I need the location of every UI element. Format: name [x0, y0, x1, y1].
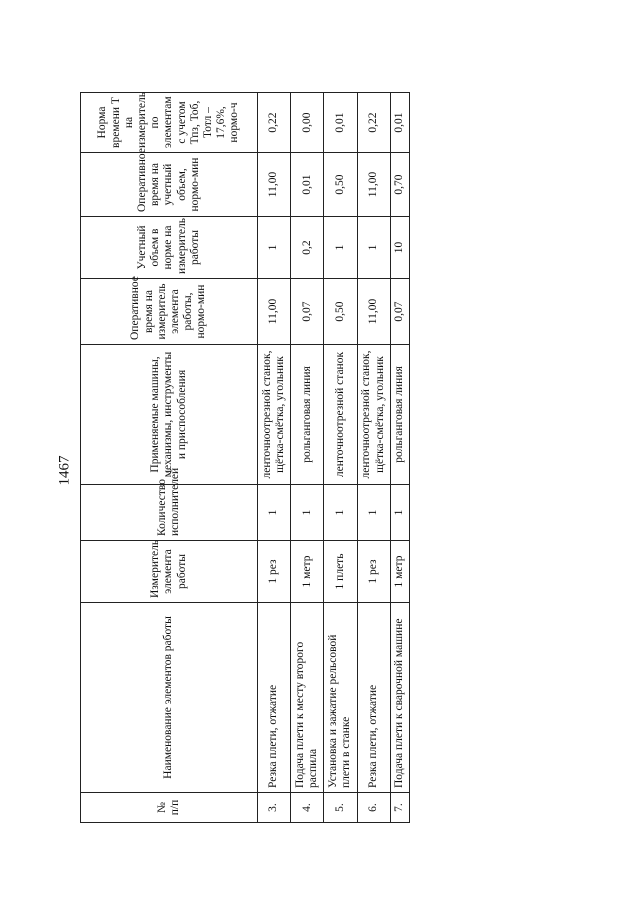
table-row [291, 93, 324, 823]
operative-time: 11,00 [357, 279, 390, 345]
equipment: ленточноотрезной станок [324, 345, 357, 485]
operative-time: 0,07 [291, 279, 324, 345]
row-number: 4. [291, 793, 324, 823]
workers: 1 [291, 485, 324, 541]
equipment: рольганговая линия [291, 345, 324, 485]
unit: 1 рез [258, 541, 291, 603]
workers: 1 [258, 485, 291, 541]
work-element: Резка плети, отжатие [258, 603, 291, 793]
header-time-norm: Норма времени Т на измеритель по элементам с учетом Тпз, Тоб, Тотл – 17,6%, нормо-ч [81, 93, 258, 153]
time-norm: 0,22 [357, 93, 390, 153]
page-number: 1467 [56, 455, 73, 486]
work-element: Установка и зажатие рельсовой плети в станке [324, 603, 357, 793]
work-element: Подача плети к сварочной машине [390, 603, 409, 793]
workers: 1 [324, 485, 357, 541]
table-container [80, 93, 410, 823]
operative-time-volume: 0,50 [324, 153, 357, 217]
volume: 0,2 [291, 217, 324, 279]
header-workers: Количество исполнителей [81, 485, 258, 541]
workers: 1 [357, 485, 390, 541]
equipment: ленточноотрезной станок, щётка-смётка, угольник [258, 345, 291, 485]
row-number: 3. [258, 793, 291, 823]
header-operative-time-volume: Оперативное время на учетный объем, нормо-мин [81, 153, 258, 217]
header-equipment: Применяемые машины, механизмы, инструменты и приспособления [81, 345, 258, 485]
table-row [258, 93, 291, 823]
header-unit: Измеритель элемента работы [81, 541, 258, 603]
row-number: 7. [390, 793, 409, 823]
table-row [357, 93, 390, 823]
time-norm: 0,00 [291, 93, 324, 153]
volume: 10 [390, 217, 409, 279]
table-row [324, 93, 357, 823]
header-number: № п/п [81, 793, 258, 823]
time-norm: 0,01 [324, 93, 357, 153]
table-header-row [81, 93, 258, 823]
operative-time-volume: 0,01 [291, 153, 324, 217]
operative-time: 0,07 [390, 279, 409, 345]
volume: 1 [258, 217, 291, 279]
workers: 1 [390, 485, 409, 541]
row-number: 6. [357, 793, 390, 823]
volume: 1 [357, 217, 390, 279]
table-row [390, 93, 409, 823]
row-number: 5. [324, 793, 357, 823]
operative-time: 11,00 [258, 279, 291, 345]
work-elements-table [80, 92, 410, 823]
work-element: Подача плети к месту второго распила [291, 603, 324, 793]
operative-time: 0,50 [324, 279, 357, 345]
work-element: Резка плети, отжатие [357, 603, 390, 793]
unit: 1 рез [357, 541, 390, 603]
equipment: рольганговая линия [390, 345, 409, 485]
header-work-element: Наименование элементов работы [81, 603, 258, 793]
time-norm: 0,01 [390, 93, 409, 153]
operative-time-volume: 11,00 [357, 153, 390, 217]
header-operative-time: Оперативное время на измеритель элемента работы, нормо-мин [81, 279, 258, 345]
operative-time-volume: 11,00 [258, 153, 291, 217]
unit: 1 метр [390, 541, 409, 603]
header-volume: Учетный объем в норме на измеритель работы [81, 217, 258, 279]
time-norm: 0,22 [258, 93, 291, 153]
volume: 1 [324, 217, 357, 279]
operative-time-volume: 0,70 [390, 153, 409, 217]
unit: 1 метр [291, 541, 324, 603]
equipment: ленточноотрезной станок, щётка-смётка, угольник [357, 345, 390, 485]
unit: 1 плеть [324, 541, 357, 603]
